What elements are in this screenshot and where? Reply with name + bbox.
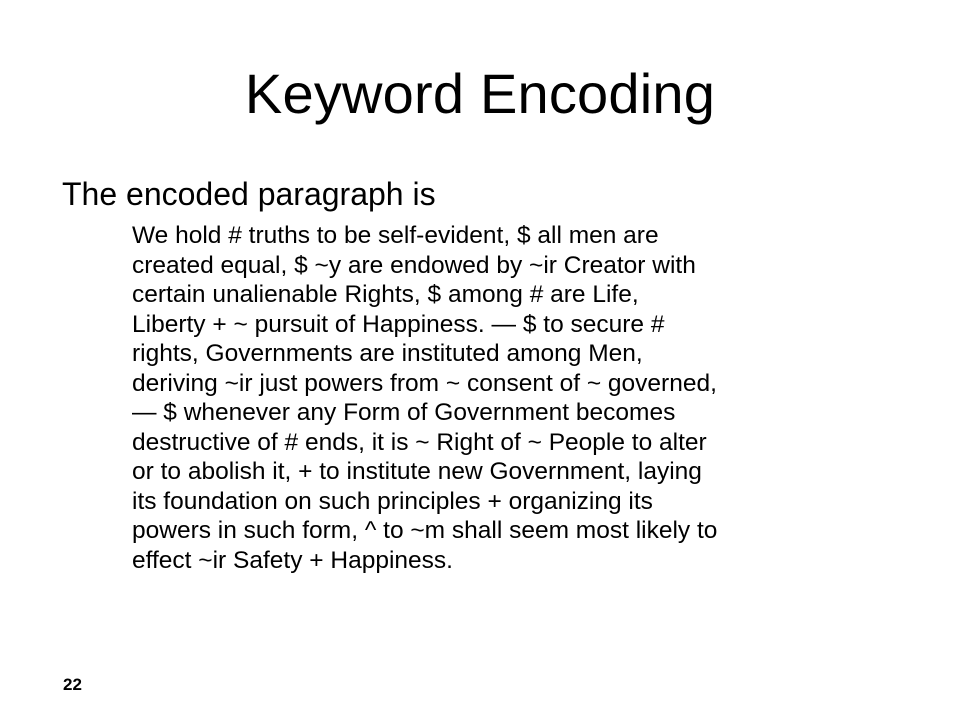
paragraph-line: We hold # truths to be self-evident, $ all men are — [132, 222, 659, 249]
paragraph-line: rights, Governments are instituted among Men, — [132, 340, 643, 367]
paragraph-line: or to abolish it, + to institute new Government, laying — [132, 458, 702, 485]
paragraph-line: Liberty + ~ pursuit of Happiness. — $ to secure # — [132, 310, 665, 338]
intro-text: The encoded paragraph is — [62, 176, 436, 212]
paragraph-line: powers in such form, ^ to ~m shall seem most likely to — [132, 517, 718, 544]
paragraph-line: deriving ~ir just powers from ~ consent of ~ governed, — [132, 369, 717, 397]
paragraph-line: created equal, $ ~y are endowed by ~ir Creator with — [132, 251, 696, 279]
encoded-paragraph — [132, 221, 932, 575]
slide-title: Keyword Encoding — [244, 62, 716, 125]
paragraph-line: its foundation on such principles + organizing its — [132, 487, 653, 515]
paragraph-line: effect ~ir Safety + Happiness. — [132, 546, 453, 574]
page-number: 22 — [63, 675, 82, 694]
paragraph-line: destructive of # ends, it is ~ Right of ~ People to alter — [132, 428, 707, 456]
paragraph-line: — $ whenever any Form of Government becomes — [132, 399, 676, 426]
paragraph-line: certain unalienable Rights, $ among # are Life, — [132, 281, 639, 308]
